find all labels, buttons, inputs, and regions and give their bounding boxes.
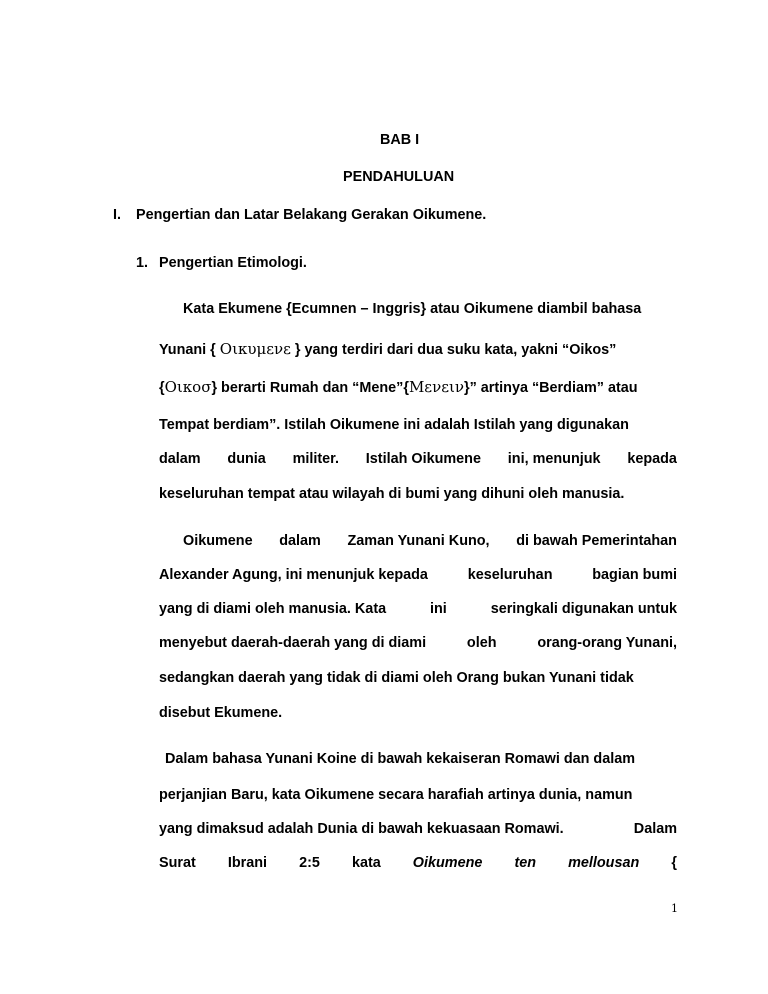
para3-line3: yang dimaksud adalah Dunia di bawah kekuasaan Romawi. Dalam bbox=[159, 821, 677, 837]
section-title: Pengertian dan Latar Belakang Gerakan Oikumene. bbox=[136, 207, 487, 223]
para1-line1-text: Kata Ekumene {Ecumnen – Inggris} atau Oikumene diambil bahasa bbox=[183, 301, 642, 317]
chapter-heading: BAB I bbox=[380, 132, 420, 148]
term-oikumene: Oikumene bbox=[412, 855, 483, 871]
para2-line1: Oikumene dalam Zaman Yunani Kuno, di bawah Pemerintahan bbox=[183, 533, 677, 549]
para2-line2: Alexander Agung, ini menunjuk kepada keseluruhan bagian bumi bbox=[159, 567, 677, 583]
para1-line4: Tempat berdiam”. Istilah Oikumene ini adalah Istilah yang digunakan bbox=[159, 417, 629, 433]
para1-line2: Yunani { Οικυμενε } yang terdiri dari dua suku kata, yakni “Oikos” bbox=[159, 340, 617, 358]
term-mellousan: mellousan bbox=[568, 855, 640, 871]
para2-line3: yang di diami oleh manusia. Kata ini seringkali digunakan untuk bbox=[159, 601, 677, 617]
greek-word-oikos: Οικοσ bbox=[164, 378, 212, 396]
para1-line3: {Οικοσ} berarti Rumah dan “Mene”{Μενειν}” artinya “Berdiam” atau bbox=[159, 378, 638, 396]
para2-line6: disebut Ekumene. bbox=[159, 705, 283, 721]
chapter-title: PENDAHULUAN bbox=[343, 169, 455, 185]
term-ten: ten bbox=[514, 855, 537, 871]
para1-line1 bbox=[183, 300, 677, 318]
greek-word-oikumene: Οικυμενε bbox=[219, 340, 291, 358]
para1-line6: keseluruhan tempat atau wilayah di bumi yang dihuni oleh manusia. bbox=[159, 486, 625, 502]
para2-line4: menyebut daerah-daerah yang di diami oleh orang-orang Yunani, bbox=[159, 635, 677, 651]
page-number: 1 bbox=[671, 902, 678, 915]
para3-line2: perjanjian Baru, kata Oikumene secara harafiah artinya dunia, namun bbox=[159, 787, 633, 803]
para2-line5: sedangkan daerah yang tidak di diami oleh Orang bukan Yunani tidak bbox=[159, 670, 634, 686]
section-number: I. bbox=[113, 207, 121, 223]
subsection-number: 1. bbox=[136, 255, 149, 271]
para3-line1: Dalam bahasa Yunani Koine di bawah kekaiseran Romawi dan dalam bbox=[165, 751, 635, 767]
subsection-title: Pengertian Etimologi. bbox=[159, 255, 307, 271]
greek-word-menein: Μενειν bbox=[408, 378, 464, 396]
para1-line5: dalam dunia militer. Istilah Oikumene ini, menunjuk kepada bbox=[159, 451, 677, 467]
para3-line4: Surat Ibrani 2:5 kata Oikumene ten mellousan { bbox=[159, 855, 677, 871]
